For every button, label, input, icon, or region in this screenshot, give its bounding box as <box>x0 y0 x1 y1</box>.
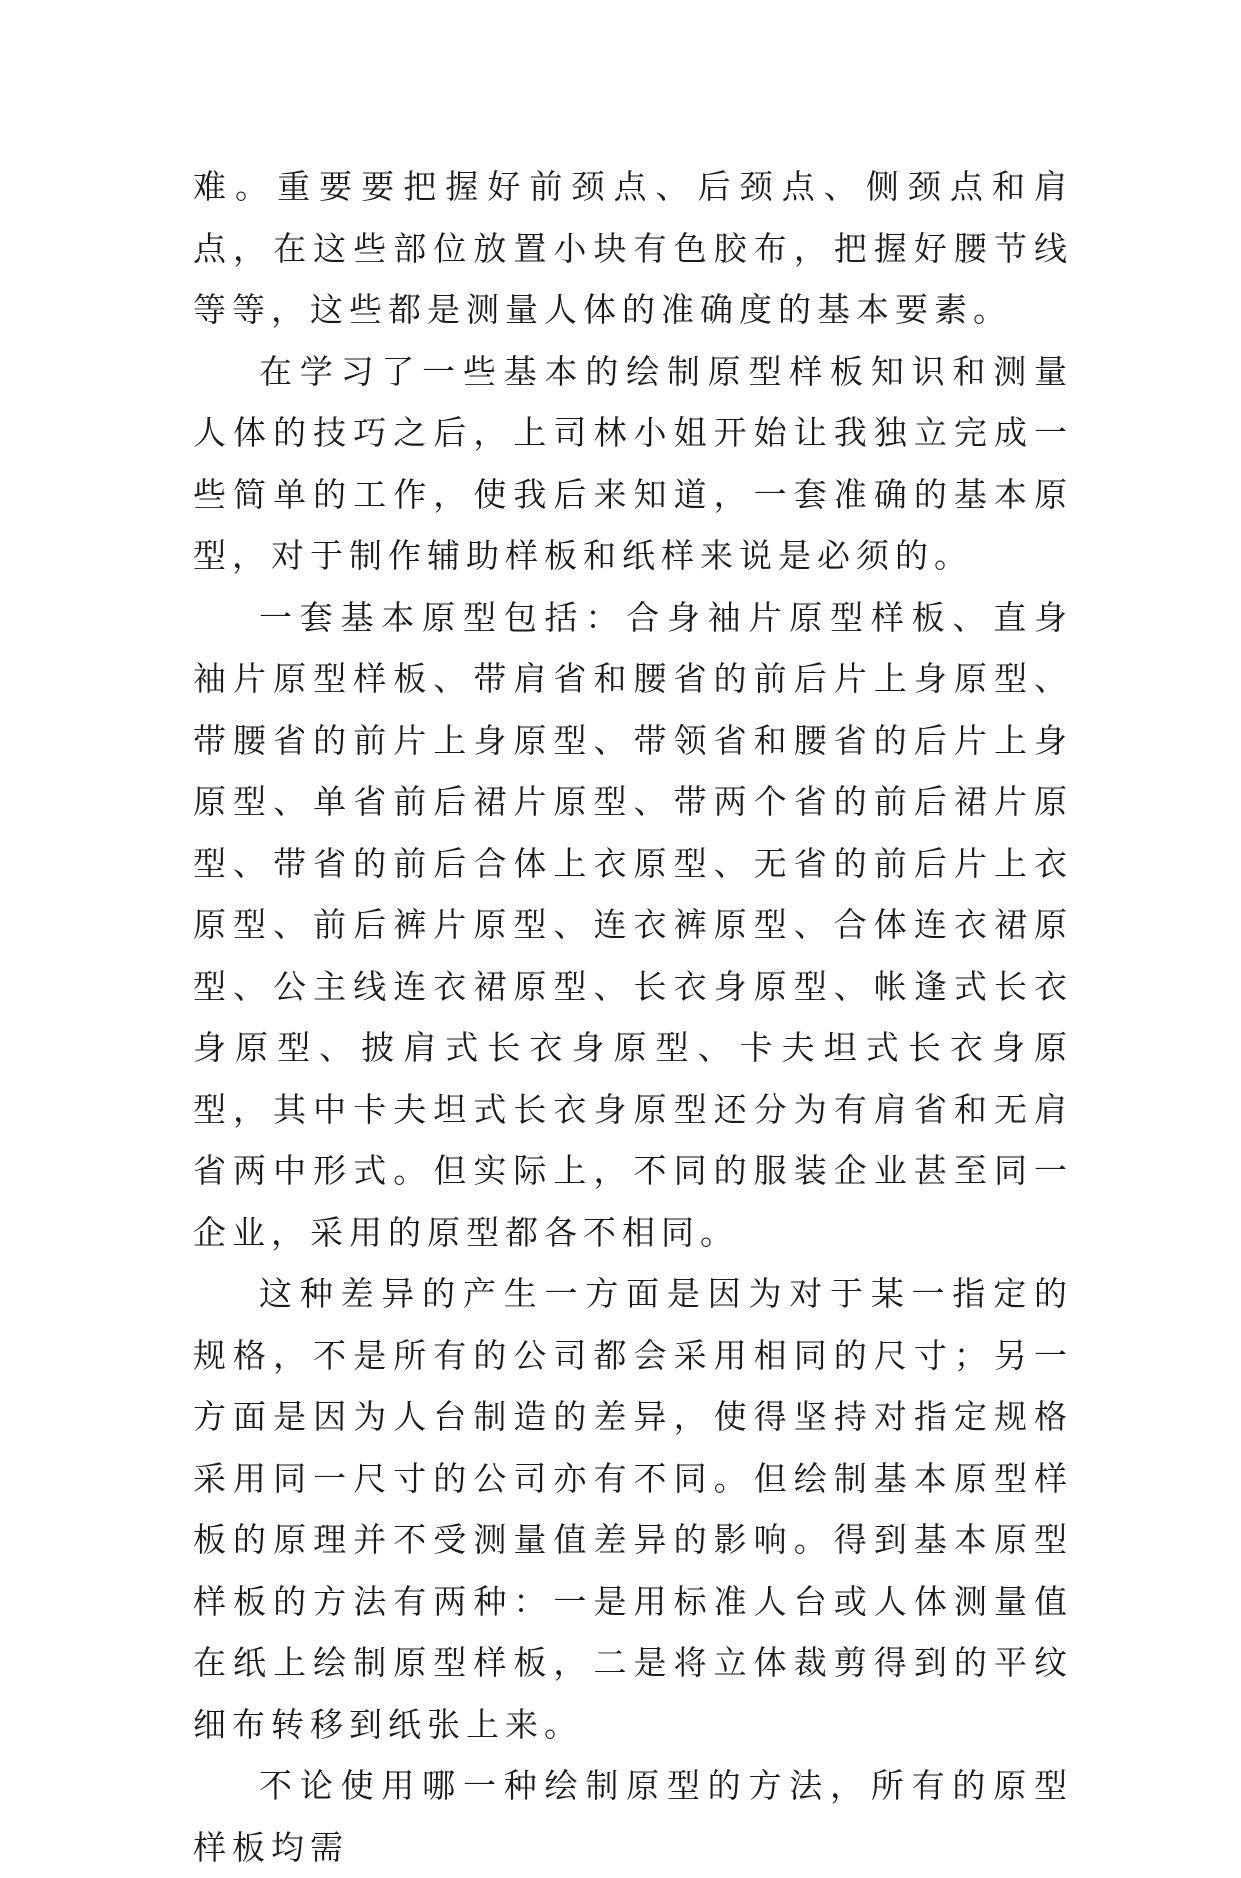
paragraph-1: 难。重要要把握好前颈点、后颈点、侧颈点和肩点，在这些部位放置小块有色胶布，把握好腰节线等等，这些都是测量人体的准确度的基本要素。 <box>193 167 1073 329</box>
paragraph-2: 在学习了一些基本的绘制原型样板知识和测量人体的技巧之后，上司林小姐开始让我独立完成一些简单的工作，使我后来知道，一套准确的基本原型，对于制作辅助样板和纸样来说是必须的。 <box>193 351 1073 575</box>
body-text <box>193 156 1073 1878</box>
paragraph-5: 不论使用哪一种绘制原型的方法，所有的原型样板均需 <box>193 1766 1073 1867</box>
paragraph-4: 这种差异的产生一方面是因为对于某一指定的规格，不是所有的公司都会采用相同的尺寸；另一方面是因为人台制造的差异，使得坚持对指定规格采用同一尺寸的公司亦有不同。但绘制基本原型样板的原理并不受测量值差异的影响。得到基本原型样板的方法有两种：一是用标准人台或人体测量值在纸上绘制原型样板，二是将立体裁剪得到的平纹细布转移到纸张上来。 <box>193 1274 1073 1744</box>
paragraph-3: 一套基本原型包括：合身袖片原型样板、直身袖片原型样板、带肩省和腰省的前后片上身原型、带腰省的前片上身原型、带领省和腰省的后片上身原型、单省前后裙片原型、带两个省的前后裙片原型、带省的前后合体上衣原型、无省的前后片上衣原型、前后裤片原型、连衣裤原型、合体连衣裙原型、公主线连衣裙原型、长衣身原型、帐逢式长衣身原型、披肩式长衣身原型、卡夫坦式长衣身原型，其中卡夫坦式长衣身原型还分为有肩省和无肩省两中形式。但实际上，不同的服装企业甚至同一企业，采用的原型都各不相同。 <box>193 597 1073 1252</box>
